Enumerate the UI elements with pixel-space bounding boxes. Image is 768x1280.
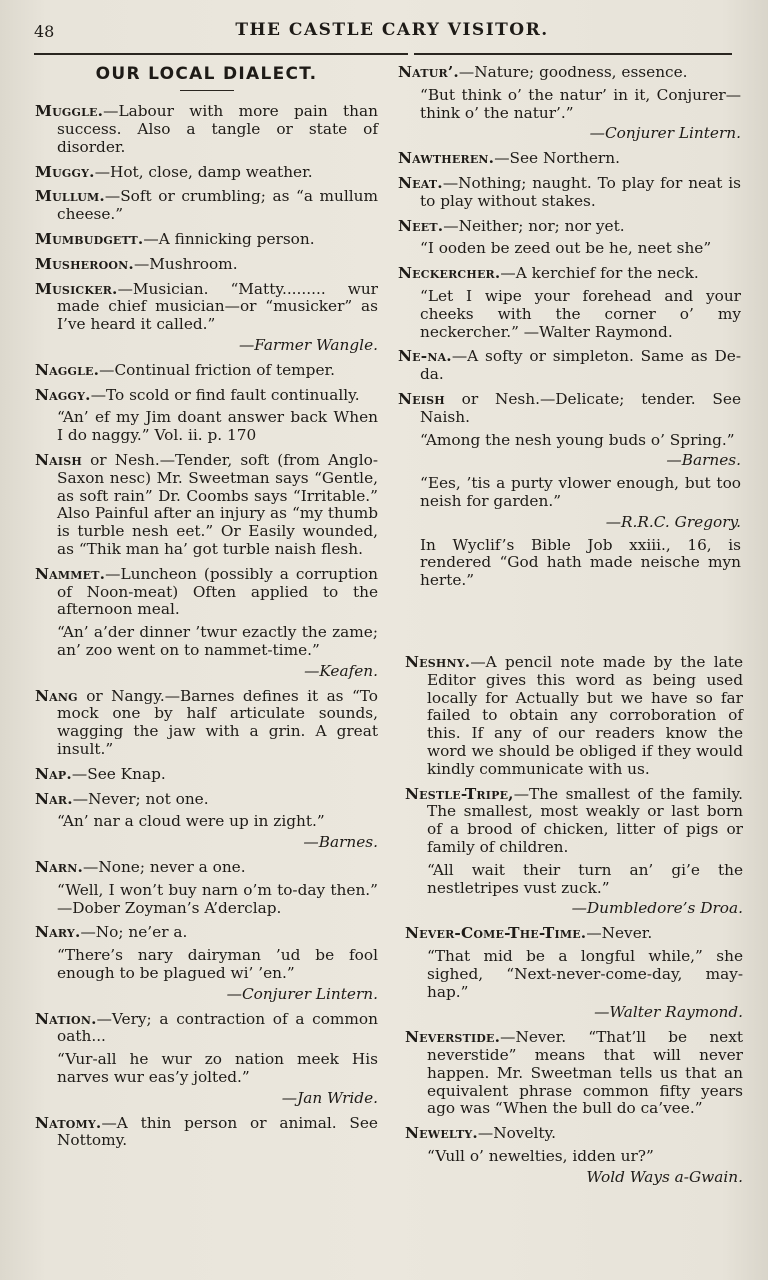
entry-headword: Nammet. bbox=[35, 564, 106, 583]
entry-headword: Narn. bbox=[35, 857, 84, 876]
title-rule bbox=[180, 90, 234, 92]
entry-definition: —Labour with more pain than success. Also a tangle or state of disorder. bbox=[57, 102, 378, 156]
entry-definition: —Nature; goodness, essence. bbox=[458, 63, 688, 81]
dialect-entry bbox=[35, 362, 378, 380]
entry-quotation: “Vur-all he wur zo nation meek His narves wur eas’y jolted.” bbox=[57, 1050, 378, 1086]
entry-definition: —See Northern. bbox=[494, 149, 620, 168]
entry-quotation: “There’s nary dairyman ’ud be fool enough to be plagued wi’ ’en.” bbox=[57, 946, 378, 982]
entry-quotation: “An’ nar a cloud were up in zight.” bbox=[57, 812, 325, 831]
entry-definition: —A thin person or animal. See Nottomy. bbox=[57, 1113, 378, 1150]
entry-headword: Natur’. bbox=[398, 63, 459, 81]
dialect-entry bbox=[35, 164, 378, 182]
dialect-entry bbox=[398, 175, 741, 211]
entry-headword: Never-Come-The-Time. bbox=[405, 924, 587, 943]
entry-definition: —Never. “That’ll be next neverstide” means that will never happen. Mr. Sweetman tells us that an equivalent phrase common fifty years ago was “When the bull do ca’vee.” bbox=[427, 1028, 743, 1118]
entry-definition: —Musician. “Matty......... wur made chief musician—or “musicker” as I’ve heard it called.” bbox=[57, 279, 378, 334]
entry-definition: —Neither; nor; nor yet. bbox=[443, 216, 625, 235]
entry-definition: —To scold or find fault continually. bbox=[90, 385, 360, 404]
quotation-attribution: —Jan Wride. bbox=[281, 1088, 378, 1107]
entry-definition: —Never; not one. bbox=[72, 789, 209, 808]
entry-definition: or Nesh.—Tender, soft (from Anglo-Saxon nesc) Mr. Sweetman says “Gentle, as soft rain” Dr. Coombs says “Irritable.” Also Painful after an injury as “my thumb is turble nesh eet.” Or Easily wounded, as “Thik man ha’ got turble naish flesh. bbox=[57, 451, 378, 559]
dialect-entry bbox=[405, 654, 743, 779]
entry-headword: Musicker. bbox=[35, 279, 118, 298]
entry-quotation: “Let I wipe your forehead and your cheeks with the corner o’ my neckercher.” —Walter Raymond. bbox=[420, 286, 741, 341]
entry-quotation: “Well, I won’t buy narn o’m to-day then.” —Dober Zoyman’s A’derclap. bbox=[57, 880, 378, 917]
quotation-attribution: —Farmer Wangle. bbox=[238, 336, 378, 355]
entry-quotation: “An’ ef my Jim doant answer back When I do naggy.” Vol. ii. p. 170 bbox=[57, 408, 378, 445]
entry-definition: —A finnicking person. bbox=[143, 230, 315, 249]
entry-headword: Neckercher. bbox=[398, 264, 501, 283]
dialect-entry bbox=[398, 218, 741, 236]
quotation-attribution: —Conjurer Lintern. bbox=[589, 124, 741, 143]
entry-definition: —Novelty. bbox=[477, 1124, 557, 1143]
dialect-entry bbox=[35, 766, 378, 784]
entry-definition: or Nesh.—Delicate; tender. See Naish. bbox=[420, 389, 741, 426]
quotation-attribution: —Walter Raymond. bbox=[594, 1003, 743, 1022]
entry-headword: Nar. bbox=[35, 789, 73, 808]
entry-quotation: “Ees, ’tis a purty vlower enough, but too neish for garden.” bbox=[420, 474, 741, 510]
quotation-attribution: Wold Ways a-Gwain. bbox=[586, 1167, 743, 1186]
entry-headword: Nawtheren. bbox=[398, 149, 495, 168]
dialect-entry bbox=[35, 231, 378, 249]
entry-definition: —No; ne’er a. bbox=[80, 923, 188, 942]
dialect-entry bbox=[35, 452, 378, 559]
header-rule-left bbox=[34, 53, 408, 55]
dialect-entry bbox=[35, 924, 378, 942]
quotation-attribution: —Barnes. bbox=[666, 451, 741, 470]
entry-quotation: “Among the nesh young buds o’ Spring.” bbox=[420, 430, 735, 449]
dialect-entry bbox=[35, 256, 378, 274]
entry-definition: —Very; a contraction of a common oath... bbox=[57, 1009, 378, 1046]
dialect-entry bbox=[405, 925, 743, 943]
entry-definition: —None; never a one. bbox=[83, 857, 246, 876]
right-column bbox=[398, 64, 741, 597]
dialect-entry bbox=[35, 859, 378, 877]
entry-headword: Nap. bbox=[35, 764, 72, 783]
dialect-entry bbox=[398, 265, 741, 283]
entry-definition: —A kerchief for the neck. bbox=[500, 264, 699, 283]
entry-quotation: “An’ a’der dinner ’twur ezactly the zame; an’ zoo went on to nammet-time.” bbox=[57, 623, 378, 660]
entry-headword: Neshny. bbox=[405, 653, 471, 671]
entry-headword: Nang bbox=[35, 686, 78, 705]
dialect-entry bbox=[35, 566, 378, 619]
dialect-entry bbox=[405, 1029, 743, 1118]
dialect-entry bbox=[35, 281, 378, 334]
dialect-entry bbox=[405, 1125, 743, 1143]
quotation-attribution: —Dumbledore’s Droa. bbox=[571, 899, 743, 918]
right-column-lower bbox=[405, 654, 743, 1194]
quotation-attribution: —Barnes. bbox=[303, 833, 378, 852]
entry-quotation: In Wyclif’s Bible Job xxiii., 16, is rendered “God hath made neische myn herte.” bbox=[420, 535, 741, 590]
entry-headword: Mumbudgett. bbox=[35, 230, 144, 249]
entry-headword: Nation. bbox=[35, 1009, 97, 1028]
entry-definition: —See Knap. bbox=[71, 764, 166, 783]
article-title: OUR LOCAL DIALECT. bbox=[95, 64, 318, 84]
entry-definition: —Nothing; naught. To play for neat is to play without stakes. bbox=[420, 173, 741, 210]
entry-headword: Naggy. bbox=[35, 385, 91, 404]
entry-headword: Ne-na. bbox=[398, 347, 452, 366]
entry-headword: Nary. bbox=[35, 923, 81, 942]
entry-definition: —Luncheon (possibly a corruption of Noon-meat) Often applied to the afternoon meal. bbox=[57, 564, 378, 619]
dialect-entry bbox=[398, 348, 741, 384]
dialect-entry bbox=[35, 387, 378, 405]
dialect-entry bbox=[398, 391, 741, 427]
entry-headword: Naish bbox=[35, 451, 82, 470]
entry-headword: Neish bbox=[398, 389, 445, 408]
entry-headword: Neet. bbox=[398, 216, 444, 235]
quotation-attribution: —R.R.C. Gregory. bbox=[605, 512, 741, 531]
quotation-attribution: —Conjurer Lintern. bbox=[226, 984, 378, 1003]
entry-headword: Newelty. bbox=[405, 1124, 478, 1143]
dialect-entry bbox=[35, 1115, 378, 1151]
dialect-entry bbox=[35, 688, 378, 759]
entry-quotation: “Vull o’ newelties, idden ur?” bbox=[427, 1146, 654, 1165]
left-column bbox=[35, 64, 378, 1157]
dialect-entry bbox=[35, 103, 378, 156]
entry-definition: —The smallest of the family. The smallest, most weakly or last born of a brood of chicken, litter of pigs or family of children. bbox=[427, 784, 743, 856]
entry-definition: —Hot, close, damp weather. bbox=[94, 162, 313, 181]
dialect-entry bbox=[35, 188, 378, 224]
entry-definition: —Never. bbox=[586, 924, 653, 943]
entry-headword: Muggle. bbox=[35, 102, 104, 121]
entry-definition: —Continual friction of temper. bbox=[99, 360, 336, 379]
header-rule-right bbox=[414, 53, 732, 55]
entry-headword: Muggy. bbox=[35, 162, 95, 181]
entry-headword: Nestle-Tripe, bbox=[405, 784, 514, 803]
entry-headword: Naggle. bbox=[35, 360, 100, 379]
entry-definition: —Soft or crumbling; as “a mullum cheese.” bbox=[57, 187, 378, 224]
entry-headword: Neverstide. bbox=[405, 1028, 501, 1047]
entry-definition: —A softy or simpleton. Same as De-da. bbox=[420, 347, 741, 384]
dialect-entry bbox=[398, 64, 741, 82]
dialect-entry bbox=[35, 1011, 378, 1047]
page-number: 48 bbox=[34, 22, 55, 41]
dialect-entry bbox=[405, 786, 743, 857]
entry-headword: Neat. bbox=[398, 173, 443, 192]
entry-definition: —A pencil note made by the late Editor gives this word as being used locally for Actually but we have so far failed to obtain any corroboration of this. If any of our readers know the word we should be obliged if they would kindly communicate with us. bbox=[427, 653, 743, 778]
entry-headword: Natomy. bbox=[35, 1113, 102, 1132]
entry-headword: Musheroon. bbox=[35, 254, 134, 273]
page-header bbox=[0, 18, 768, 44]
entry-definition: or Nangy.—Barnes defines it as “To mock one by half articulate sounds, wagging the jaw with a grin. A great insult.” bbox=[57, 686, 378, 758]
entry-headword: Mullum. bbox=[35, 187, 105, 206]
dialect-entry bbox=[398, 150, 741, 168]
quotation-attribution: —Keafen. bbox=[304, 661, 378, 680]
entry-definition: —Mushroom. bbox=[133, 254, 238, 273]
entry-quotation: “But think o’ the natur’ in it, Conjurer—think o’ the natur’.” bbox=[420, 85, 741, 122]
entry-quotation: “I ooden be zeed out be he, neet she” bbox=[420, 239, 712, 258]
dialect-entry bbox=[35, 791, 378, 809]
running-title: THE CASTLE CARY VISITOR. bbox=[235, 20, 549, 40]
entry-quotation: “All wait their turn an’ gi’e the nestletripes vust zuck.” bbox=[427, 860, 743, 897]
entry-quotation: “That mid be a longful while,” she sighed, “Next-never-come-day, may-hap.” bbox=[427, 946, 743, 1001]
